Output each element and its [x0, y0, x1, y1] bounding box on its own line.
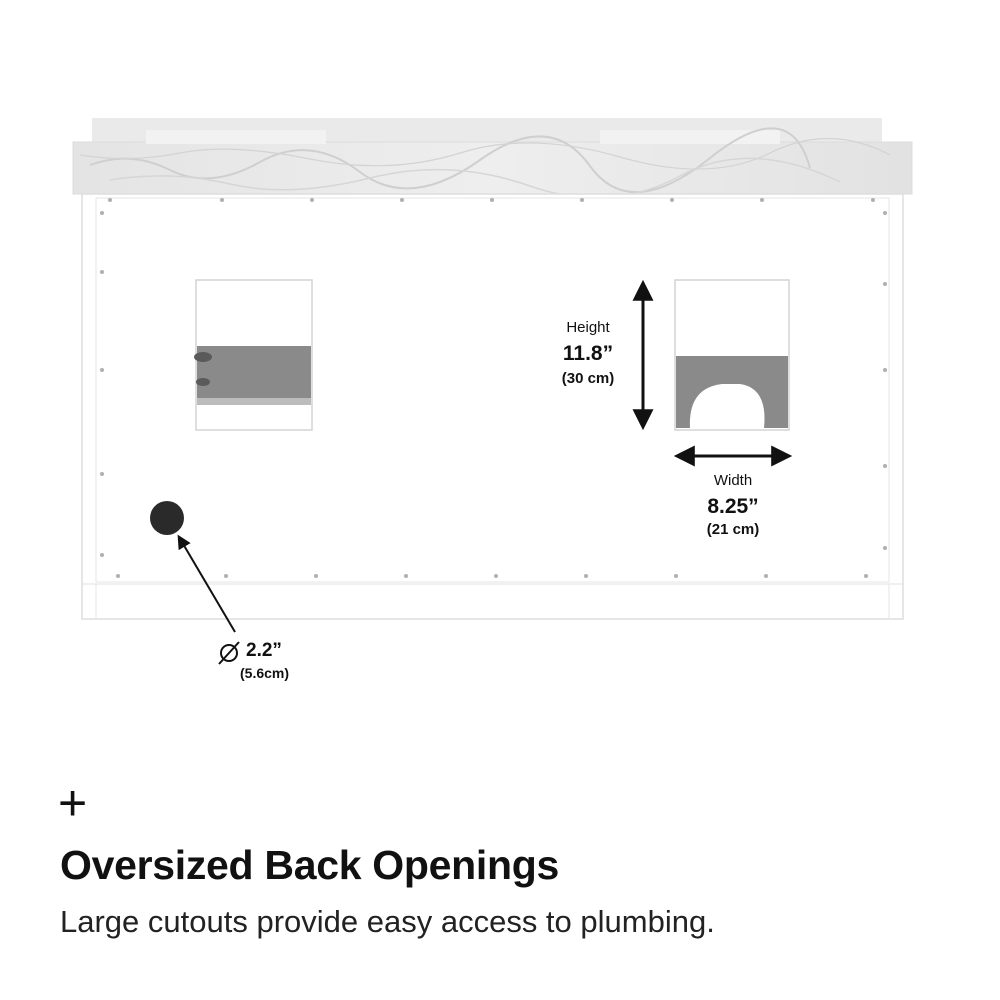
- height-label: Height: [566, 319, 610, 336]
- pipe-hole: [150, 501, 184, 535]
- countertop: [73, 118, 912, 198]
- feature-title: Oversized Back Openings: [60, 842, 559, 888]
- width-label: Width: [713, 472, 753, 489]
- right-cutout: [675, 280, 789, 430]
- height-imperial-value: 11.8”: [562, 342, 614, 365]
- width-imperial-value: 8.25”: [707, 495, 759, 518]
- plus-icon: +: [58, 775, 88, 831]
- feature-description: Large cutouts provide easy access to plumbing.: [60, 904, 715, 939]
- pipe-hole-imperial-value: 2.2”: [246, 640, 282, 661]
- diameter-symbol-icon: [219, 642, 239, 664]
- width-metric-value: (21 cm): [706, 521, 760, 538]
- left-cutout: [194, 280, 312, 430]
- height-metric-value: (30 cm): [561, 370, 615, 387]
- pipe-hole-metric-value: (5.6cm): [240, 665, 290, 681]
